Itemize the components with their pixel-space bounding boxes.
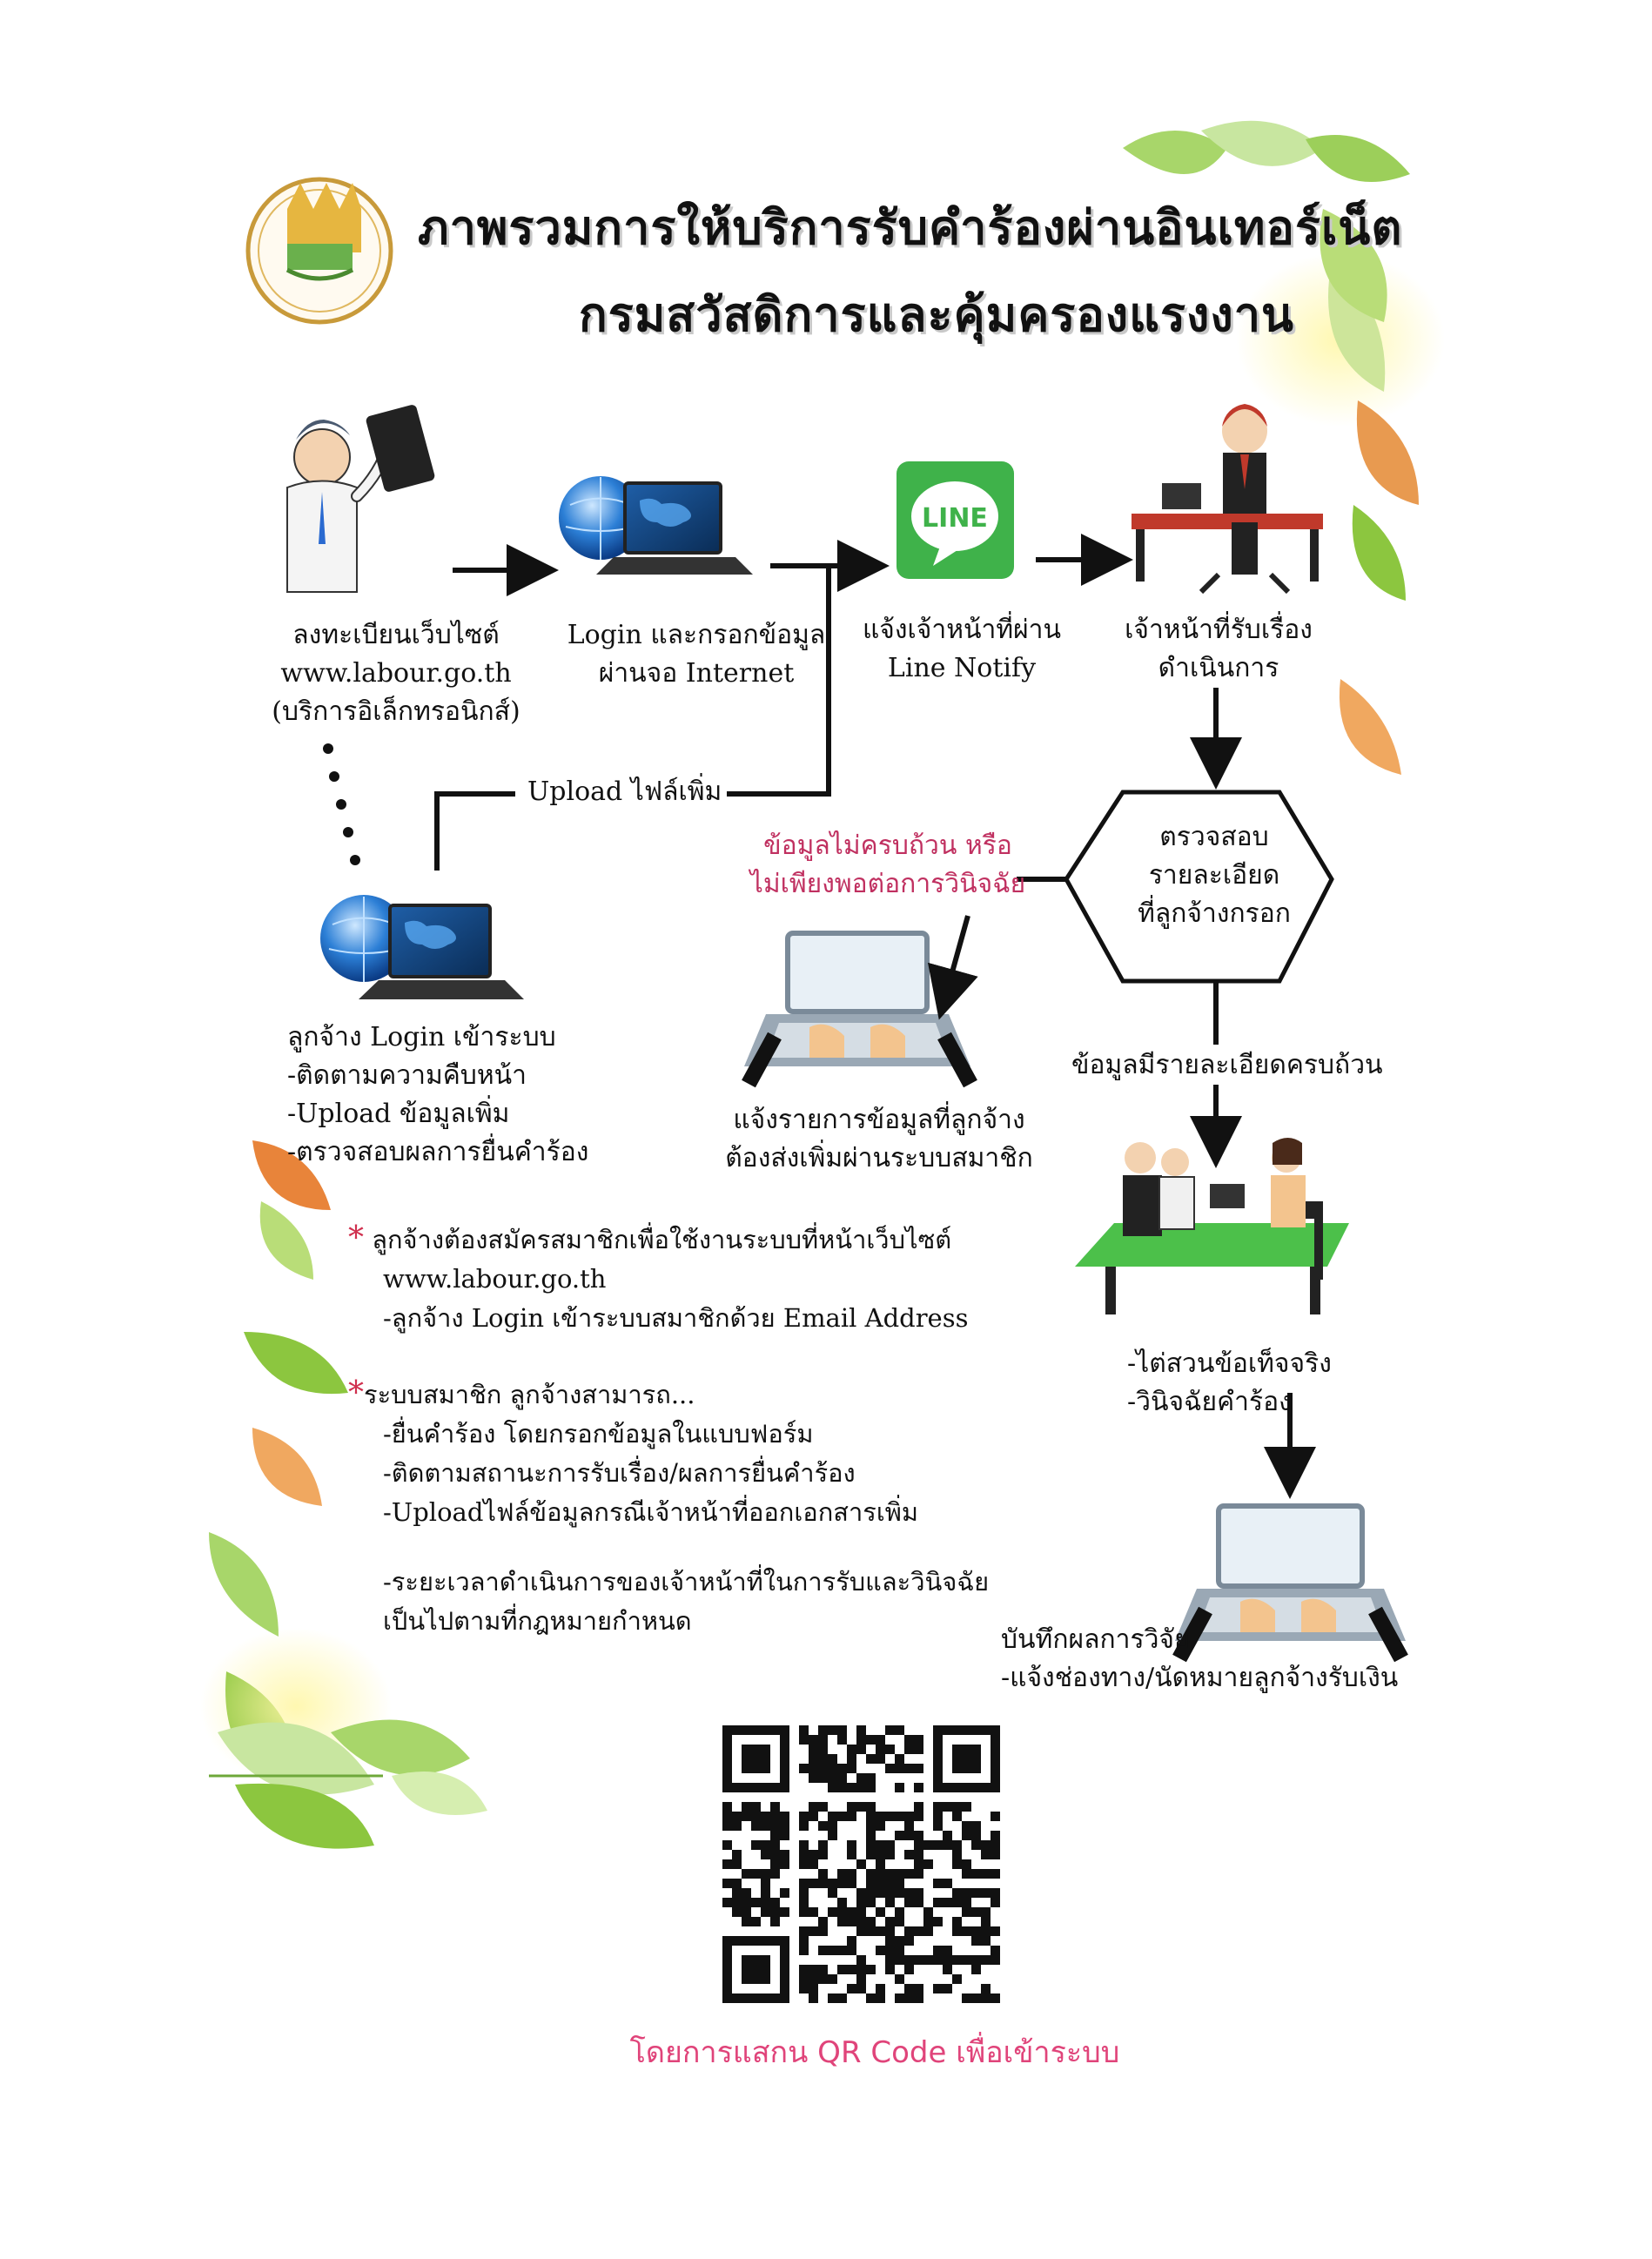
investigate-text: -ไต่สวนข้อเท็จจริง -วินิจฉัยคำร้อง xyxy=(1127,1348,1332,1417)
incomplete-data-text: ข้อมูลไม่ครบถ้วน หรือ ไม่เพียงพอต่อการวินิจฉัย xyxy=(749,830,1026,899)
note-star-2: * xyxy=(348,1375,364,1411)
record-result-text: บันทึกผลการวิจัย -แจ้งช่องทาง/นัดหมายลูกจ้างรับเงิน xyxy=(1001,1624,1399,1693)
typing-laptop-illustration-1 xyxy=(744,933,970,1084)
page-title-line-2: กรมสวัสดิการและคุ้มครองแรงงาน xyxy=(579,287,1294,342)
line-logo-text: LINE xyxy=(922,503,988,534)
complete-data-label: ข้อมูลมีรายละเอียดครบถ้วน xyxy=(1066,1046,1388,1085)
note-processing-time: -ระยะเวลาดำเนินการของเจ้าหน้าที่ในการรับและวินิจฉัย เป็นไปตามที่กฎหมายกำหนด xyxy=(383,1567,990,1636)
step-line-notify-text: แจ้งเจ้าหน้าที่ผ่าน Line Notify xyxy=(862,615,1062,683)
step-register-text: ลงทะเบียนเว็บไซต์ www.labour.go.th (บริการอิเล็กทรอนิกส์) xyxy=(272,620,520,727)
line-app-icon xyxy=(897,461,1014,579)
upload-more-connector xyxy=(437,794,515,871)
step-login-fill-text: Login และกรอกข้อมูล ผ่านจอ Internet xyxy=(567,620,826,689)
arrow-incomplete-to-notify xyxy=(942,916,968,1010)
step-officer-text: เจ้าหน้าที่รับเรื่อง ดำเนินการ xyxy=(1125,615,1313,683)
qr-code xyxy=(715,1718,1007,2010)
globe-laptop-illustration-2 xyxy=(320,895,524,999)
note-star-1: * xyxy=(348,1220,364,1256)
upload-more-label: Upload ไฟล์เพิ่ม xyxy=(522,773,727,811)
note-membership: * ลูกจ้างต้องสมัครสมาชิกเพื่อใช้งานระบบที่หน้าเว็บไซต์ www.labour.go.th -ลูกจ้าง Login เข้าระบบสมาชิกด้วย Email Address xyxy=(348,1220,969,1333)
page-title-line-1: ภาพรวมการให้บริการรับคำร้องผ่านอินเทอร์เน็ต xyxy=(418,200,1403,255)
employee-login-text: ลูกจ้าง Login เข้าระบบ -ติดตามความคืบหน้า -Upload ข้อมูลเพิ่ม -ตรวจสอบผลการยื่นคำร้อง xyxy=(287,1022,589,1167)
globe-laptop-illustration-1 xyxy=(559,476,753,575)
officer-desk-illustration xyxy=(1132,404,1323,592)
leaf-decoration-bottom-left xyxy=(200,1628,487,1849)
dotted-connector xyxy=(323,743,360,865)
check-details-text: ตรวจสอบ รายละเอียด ที่ลูกจ้างกรอก xyxy=(1138,822,1291,929)
meeting-investigation-illustration xyxy=(1075,1138,1349,1314)
note-member-system: *ระบบสมาชิก ลูกจ้างสามารถ... -ยื่นคำร้อง โดยกรอกข้อมูลในแบบฟอร์ม -ติดตามสถานะการรับเรื่อง/ผลการยื่นคำร้อง -Uploadไฟล์ข้อมูลกรณีเจ้าหน้าที่ออกเอกสารเพิ่ม xyxy=(348,1375,918,1527)
notify-items-text: แจ้งรายการข้อมูลที่ลูกจ้าง ต้องส่งเพิ่มผ่านระบบสมาชิก xyxy=(725,1105,1033,1173)
person-register-illustration xyxy=(287,404,436,592)
ministry-seal-logo xyxy=(248,179,391,322)
qr-caption: โดยการแสกน QR Code เพื่อเข้าระบบ xyxy=(629,2035,1120,2070)
